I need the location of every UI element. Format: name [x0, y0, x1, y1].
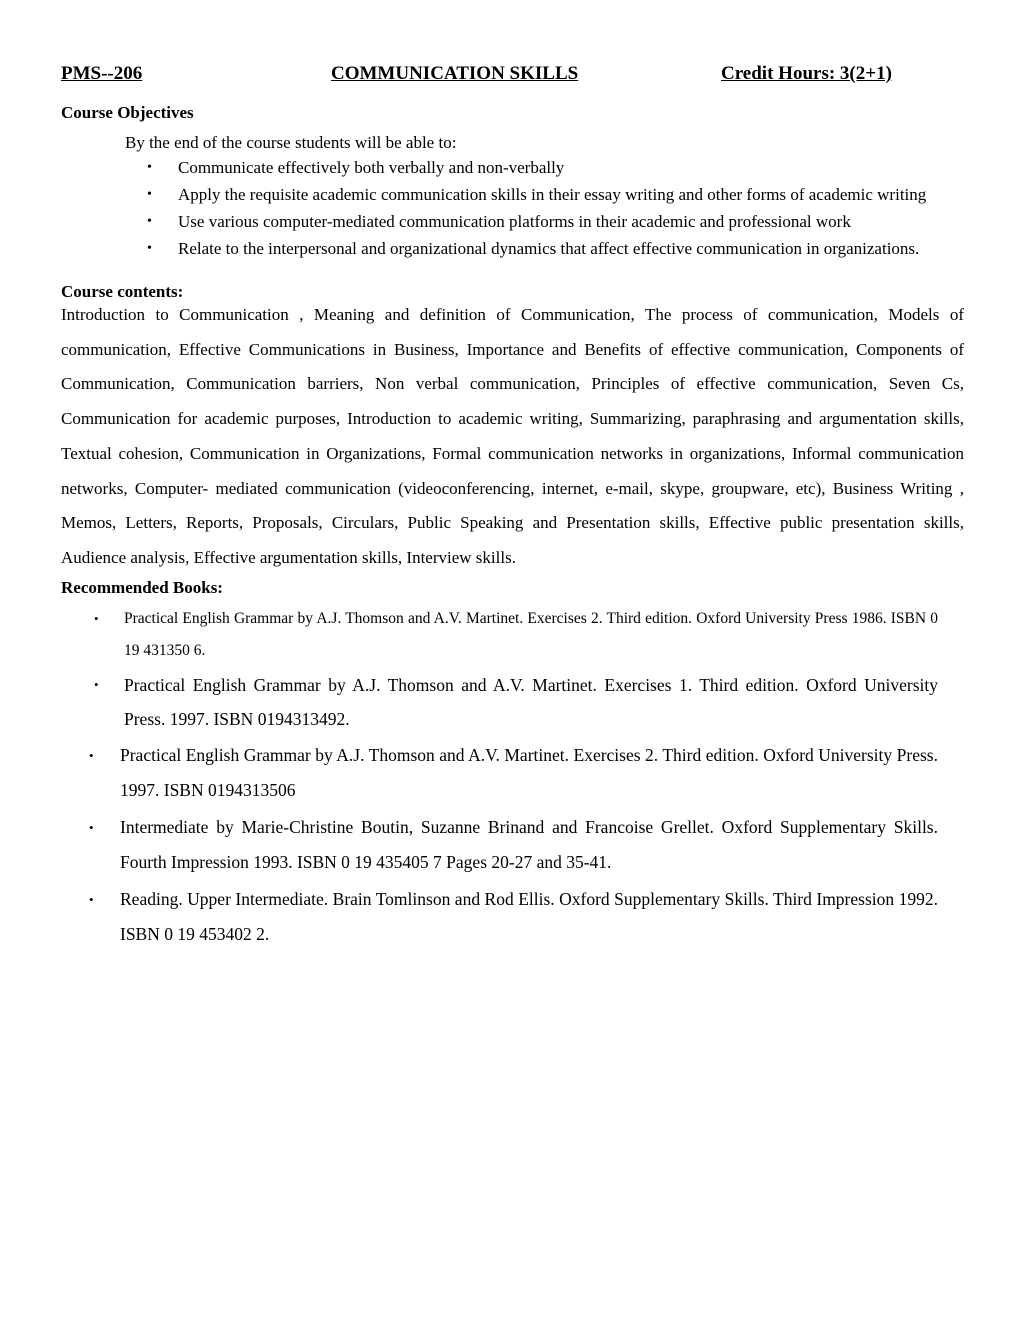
course-code: PMS--206: [61, 63, 143, 84]
book-item: [61, 738, 938, 808]
book-text: Reading. Upper Intermediate. Brain Tomlinson and Rod Ellis. Oxford Supplementary Skills. Third Impression 1992. ISBN 0 19 453402 2.: [120, 888, 938, 944]
bullet-icon: •: [147, 214, 152, 229]
document-header: [61, 60, 964, 88]
book-item: [61, 603, 938, 667]
bullet-icon: •: [89, 747, 94, 763]
credit-hours: Credit Hours: 3(2+1): [721, 63, 892, 84]
objective-text: Use various computer-mediated communication platforms in their academic and professional work: [178, 212, 851, 231]
objective-item: [61, 181, 964, 208]
objective-item: [61, 208, 964, 235]
objective-text: Communicate effectively both verbally and non-verbally: [178, 158, 565, 177]
book-text: Practical English Grammar by A.J. Thomson and A.V. Martinet. Exercises 2. Third edition. Oxford University Press 1986. ISBN 0 19 431350 6.: [124, 609, 938, 659]
bullet-icon: •: [89, 819, 94, 835]
books-heading: Recommended Books:: [61, 577, 223, 597]
book-text: Practical English Grammar by A.J. Thomson and A.V. Martinet. Exercises 1. Third edition. Oxford University Press. 1997. ISBN 0194313492.: [124, 674, 938, 729]
objective-item: [61, 154, 964, 181]
bullet-icon: •: [89, 891, 94, 907]
bullet-icon: •: [147, 241, 152, 256]
objective-item: [61, 235, 964, 262]
book-item: [61, 668, 938, 736]
book-text: Practical English Grammar by A.J. Thomson and A.V. Martinet. Exercises 2. Third edition. Oxford University Press. 1997. ISBN 0194313506: [120, 744, 938, 800]
contents-heading: Course contents:: [61, 282, 184, 301]
objectives-heading: Course Objectives: [61, 103, 194, 122]
bullet-icon: •: [147, 187, 152, 202]
bullet-icon: •: [147, 160, 152, 175]
objective-text: Relate to the interpersonal and organizational dynamics that affect effective communication in organizations.: [178, 239, 920, 258]
contents-paragraph: Introduction to Communication , Meaning and definition of Communication, The process of communication, Models of communication, Effective Communications in Business, Importance and Benefits of effective communication, Components of Communication, Communication barriers, Non verbal communication, Principles of effective communication, Seven Cs, Communication for academic purposes, Introduction to academic writing, Summarizing, paraphrasing and argumentation skills, Textual cohesion, Communication in Organizations, Formal communication networks in organizations, Informal communication networks, Computer- mediated communication (videoconferencing, internet, e-mail, skype, groupware, etc), Business Writing , Memos, Letters, Reports, Proposals, Circulars, Public Speaking and Presentation skills, Effective public presentation skills, Audience analysis, Effective argumentation skills, Interview skills.: [61, 305, 964, 567]
book-item: [61, 882, 938, 952]
course-document: [61, 60, 964, 952]
books-list: [61, 603, 938, 952]
course-title: COMMUNICATION SKILLS: [331, 63, 579, 84]
objectives-intro: By the end of the course students will be able to:: [125, 133, 457, 152]
bullet-icon: •: [94, 676, 99, 692]
objective-text: Apply the requisite academic communication skills in their essay writing and other forms of academic writing: [178, 185, 927, 204]
objectives-list: [61, 154, 964, 262]
book-text: Intermediate by Marie-Christine Boutin, Suzanne Brinand and Francoise Grellet. Oxford Supplementary Skills. Fourth Impression 1993. ISBN 0 19 435405 7 Pages 20-27 and 35-41.: [120, 816, 938, 872]
book-item: [61, 810, 938, 880]
bullet-icon: •: [94, 610, 99, 626]
